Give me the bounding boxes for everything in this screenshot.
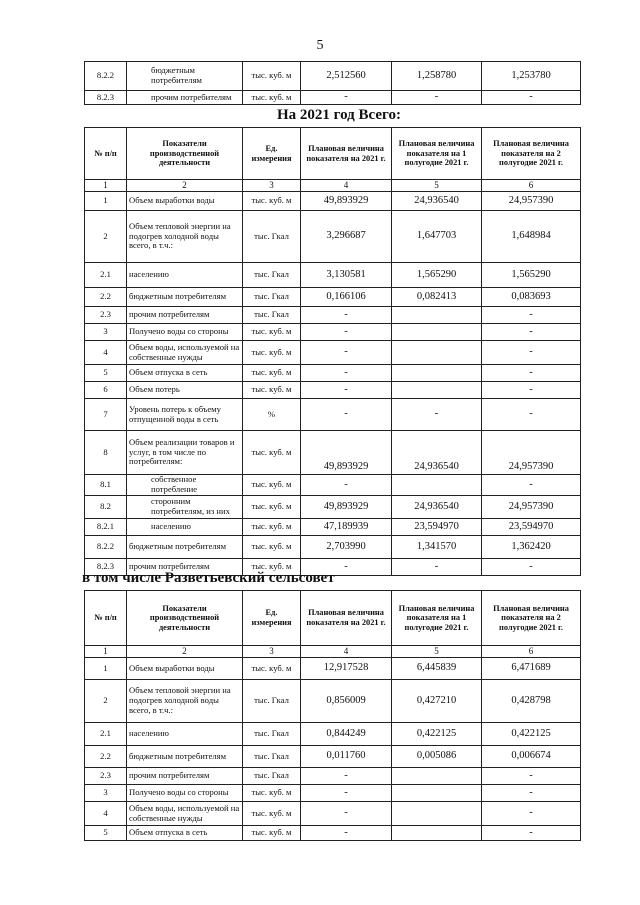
value-h2: 0,006674	[482, 746, 581, 768]
table-row	[85, 746, 581, 768]
table-row	[85, 211, 581, 263]
value-h2: -	[482, 341, 581, 365]
value-h1	[392, 785, 482, 802]
table-row	[85, 431, 581, 475]
value-year: 49,893929	[301, 495, 392, 518]
value-h1: 0,422125	[392, 723, 482, 746]
indicator-name: Объем тепловой энергии на подогрев холодной воды всего, в т.ч.:	[127, 211, 243, 263]
value-h2: -	[482, 382, 581, 399]
row-number: 4	[85, 341, 127, 365]
section-heading-razvetyevsky: в том числе Разветьевский сельсовет	[82, 570, 335, 586]
table-row	[85, 475, 581, 496]
unit-cell: тыс. куб. м	[243, 495, 301, 518]
table-row	[85, 324, 581, 341]
value-year: -	[301, 307, 392, 324]
column-number: 2	[127, 180, 243, 192]
row-number: 2.2	[85, 288, 127, 307]
value-h1: -	[392, 91, 482, 105]
row-number: 8	[85, 431, 127, 475]
indicator-name: Объем воды, используемой на собственные нужды	[127, 802, 243, 826]
value-h2: 1,565290	[482, 263, 581, 288]
indicator-name: Получено воды со стороны	[127, 785, 243, 802]
row-number: 7	[85, 399, 127, 431]
value-year: -	[301, 802, 392, 826]
value-year: 2,703990	[301, 535, 392, 558]
value-year: -	[301, 382, 392, 399]
value-h1: 6,445839	[392, 658, 482, 680]
value-year: -	[301, 785, 392, 802]
column-number: 6	[482, 180, 581, 192]
value-h2: -	[482, 365, 581, 382]
table-row	[85, 826, 581, 841]
table-razvetyevsky	[84, 590, 581, 841]
column-number: 4	[301, 180, 392, 192]
value-h1: 24,936540	[392, 495, 482, 518]
indicator-name: бюджетным потребителям	[127, 746, 243, 768]
column-number-row	[85, 646, 581, 658]
table-row	[85, 288, 581, 307]
value-h2: 1,253780	[482, 62, 581, 91]
value-h1	[392, 307, 482, 324]
value-h2: 0,083693	[482, 288, 581, 307]
value-year: 2,512560	[301, 62, 392, 91]
value-h1	[392, 802, 482, 826]
indicator-name: Объем потерь	[127, 382, 243, 399]
value-h1: 1,565290	[392, 263, 482, 288]
table-row	[85, 62, 581, 91]
value-h2: 1,648984	[482, 211, 581, 263]
value-h2: -	[482, 826, 581, 841]
header-name: Показатели производственной деятельности	[127, 128, 243, 180]
value-h2: 24,957390	[482, 495, 581, 518]
row-number: 3	[85, 785, 127, 802]
column-number: 2	[127, 646, 243, 658]
indicator-name: прочим потребителям	[127, 768, 243, 785]
value-year: 3,296687	[301, 211, 392, 263]
unit-cell: тыс. Гкал	[243, 768, 301, 785]
header-plan-h2: Плановая величина показателя на 2 полугодие 2021 г.	[482, 128, 581, 180]
table-row	[85, 785, 581, 802]
value-year: 0,856009	[301, 680, 392, 723]
unit-cell: тыс. Гкал	[243, 288, 301, 307]
unit-cell: тыс. куб. м	[243, 62, 301, 91]
unit-cell: тыс. куб. м	[243, 91, 301, 105]
table-row	[85, 535, 581, 558]
value-h1: 23,594970	[392, 518, 482, 535]
value-year: -	[301, 768, 392, 785]
indicator-name: населению	[127, 723, 243, 746]
unit-cell: тыс. Гкал	[243, 723, 301, 746]
row-number: 8.2.3	[85, 558, 127, 575]
table-row	[85, 518, 581, 535]
value-year: 12,917528	[301, 658, 392, 680]
row-number: 2.1	[85, 263, 127, 288]
unit-cell: тыс. куб. м	[243, 658, 301, 680]
row-number: 8.2	[85, 495, 127, 518]
value-year: -	[301, 826, 392, 841]
indicator-name: собственное потребление	[127, 475, 243, 496]
table-row	[85, 382, 581, 399]
table-header-row	[85, 591, 581, 646]
table-row	[85, 192, 581, 211]
value-h1	[392, 341, 482, 365]
header-num: № п/п	[85, 591, 127, 646]
value-h1	[392, 382, 482, 399]
table-header-row	[85, 128, 581, 180]
table-row	[85, 341, 581, 365]
indicator-name: бюджетным потребителям	[127, 535, 243, 558]
value-h2: -	[482, 785, 581, 802]
indicator-name: прочим потребителям	[127, 307, 243, 324]
indicator-name: сторонним потребителям, из них	[127, 495, 243, 518]
indicator-name: населению	[127, 518, 243, 535]
indicator-name: Объем выработки воды	[127, 658, 243, 680]
table-continuation	[84, 61, 581, 105]
row-number: 2	[85, 680, 127, 723]
indicator-name: прочим потребителям	[127, 558, 243, 575]
column-number: 5	[392, 646, 482, 658]
table-body	[85, 192, 581, 576]
table-row	[85, 723, 581, 746]
indicator-name: Объем тепловой энергии на подогрев холодной воды всего, в т.ч.:	[127, 680, 243, 723]
unit-cell: тыс. Гкал	[243, 680, 301, 723]
table-row	[85, 768, 581, 785]
row-number: 8.2.1	[85, 518, 127, 535]
table-row	[85, 802, 581, 826]
value-year: -	[301, 324, 392, 341]
unit-cell: тыс. куб. м	[243, 826, 301, 841]
header-plan-year: Плановая величина показателя на 2021 г.	[301, 128, 392, 180]
unit-cell: тыс. куб. м	[243, 535, 301, 558]
page-number: 5	[316, 38, 324, 53]
value-h1	[392, 365, 482, 382]
value-h2: -	[482, 399, 581, 431]
header-name: Показатели производственной деятельности	[127, 591, 243, 646]
value-h1	[392, 475, 482, 496]
column-number: 4	[301, 646, 392, 658]
indicator-name: бюджетным потребителям	[127, 62, 243, 91]
unit-cell: тыс. куб. м	[243, 341, 301, 365]
column-number: 1	[85, 180, 127, 192]
table-row	[85, 307, 581, 324]
value-h2: 23,594970	[482, 518, 581, 535]
indicator-name: Объем выработки воды	[127, 192, 243, 211]
value-h1	[392, 768, 482, 785]
value-year: -	[301, 365, 392, 382]
value-h2: 6,471689	[482, 658, 581, 680]
value-year: -	[301, 91, 392, 105]
column-number: 5	[392, 180, 482, 192]
row-number: 6	[85, 382, 127, 399]
table-row	[85, 91, 581, 105]
row-number: 8.2.2	[85, 535, 127, 558]
value-h1: 0,427210	[392, 680, 482, 723]
value-year: 49,893929	[301, 431, 392, 475]
indicator-name: Уровень потерь к объему отпущенной воды в сеть	[127, 399, 243, 431]
indicator-name: Объем воды, используемой на собственные нужды	[127, 341, 243, 365]
value-h2: 24,957390	[482, 192, 581, 211]
column-number: 6	[482, 646, 581, 658]
header-plan-h1: Плановая величина показателя на 1 полугодие 2021 г.	[392, 591, 482, 646]
value-year: -	[301, 399, 392, 431]
value-h1: 1,341570	[392, 535, 482, 558]
row-number: 2.3	[85, 307, 127, 324]
value-year: 49,893929	[301, 192, 392, 211]
table-row	[85, 365, 581, 382]
unit-cell: тыс. куб. м	[243, 558, 301, 575]
column-number: 1	[85, 646, 127, 658]
indicator-name: бюджетным потребителям	[127, 288, 243, 307]
value-h2: 0,428798	[482, 680, 581, 723]
row-number: 1	[85, 192, 127, 211]
unit-cell: тыс. куб. м	[243, 431, 301, 475]
table-body	[85, 658, 581, 841]
value-year: -	[301, 475, 392, 496]
value-year: 3,130581	[301, 263, 392, 288]
value-h1: 24,936540	[392, 431, 482, 475]
row-number: 3	[85, 324, 127, 341]
header-unit: Ед. измерения	[243, 591, 301, 646]
column-number: 3	[243, 180, 301, 192]
row-number: 2.1	[85, 723, 127, 746]
column-number-row	[85, 180, 581, 192]
unit-cell: %	[243, 399, 301, 431]
indicator-name: Объем реализации товаров и услуг, в том числе по потребителям:	[127, 431, 243, 475]
table-row	[85, 399, 581, 431]
value-h2: -	[482, 307, 581, 324]
unit-cell: тыс. куб. м	[243, 802, 301, 826]
indicator-name: Объем отпуска в сеть	[127, 365, 243, 382]
value-year: 0,011760	[301, 746, 392, 768]
row-number: 2.3	[85, 768, 127, 785]
table-row	[85, 495, 581, 518]
value-h1	[392, 324, 482, 341]
value-h2: 24,957390	[482, 431, 581, 475]
unit-cell: тыс. Гкал	[243, 307, 301, 324]
value-h1: 24,936540	[392, 192, 482, 211]
row-number: 2	[85, 211, 127, 263]
unit-cell: тыс. Гкал	[243, 211, 301, 263]
row-number: 5	[85, 365, 127, 382]
header-num: № п/п	[85, 128, 127, 180]
table-row	[85, 680, 581, 723]
table-row	[85, 658, 581, 680]
value-h2: -	[482, 768, 581, 785]
value-h1: 1,258780	[392, 62, 482, 91]
unit-cell: тыс. Гкал	[243, 263, 301, 288]
column-number: 3	[243, 646, 301, 658]
header-plan-h2: Плановая величина показателя на 2 полугодие 2021 г.	[482, 591, 581, 646]
value-h1: 0,005086	[392, 746, 482, 768]
unit-cell: тыс. куб. м	[243, 365, 301, 382]
row-number: 8.2.3	[85, 91, 127, 105]
value-h2: 0,422125	[482, 723, 581, 746]
row-number: 1	[85, 658, 127, 680]
value-h2: -	[482, 802, 581, 826]
indicator-name: Получено воды со стороны	[127, 324, 243, 341]
value-h2: 1,362420	[482, 535, 581, 558]
unit-cell: тыс. куб. м	[243, 192, 301, 211]
table-total-2021	[84, 127, 581, 576]
indicator-name: Объем отпуска в сеть	[127, 826, 243, 841]
row-number: 5	[85, 826, 127, 841]
unit-cell: тыс. куб. м	[243, 475, 301, 496]
value-h1: -	[392, 558, 482, 575]
row-number: 2.2	[85, 746, 127, 768]
unit-cell: тыс. куб. м	[243, 324, 301, 341]
row-number: 8.1	[85, 475, 127, 496]
table-row	[85, 263, 581, 288]
value-h2: -	[482, 475, 581, 496]
value-year: -	[301, 558, 392, 575]
unit-cell: тыс. куб. м	[243, 382, 301, 399]
value-h2: -	[482, 324, 581, 341]
header-unit: Ед. измерения	[243, 128, 301, 180]
section-heading-total: На 2021 год Всего:	[277, 107, 401, 123]
row-number: 4	[85, 802, 127, 826]
value-year: 47,189939	[301, 518, 392, 535]
value-year: 0,844249	[301, 723, 392, 746]
header-plan-year: Плановая величина показателя на 2021 г.	[301, 591, 392, 646]
header-plan-h1: Плановая величина показателя на 1 полугодие 2021 г.	[392, 128, 482, 180]
indicator-name: прочим потребителям	[127, 91, 243, 105]
row-number: 8.2.2	[85, 62, 127, 91]
value-h2: -	[482, 558, 581, 575]
unit-cell: тыс. куб. м	[243, 785, 301, 802]
value-h2: -	[482, 91, 581, 105]
unit-cell: тыс. Гкал	[243, 746, 301, 768]
value-h1: -	[392, 399, 482, 431]
value-year: -	[301, 341, 392, 365]
unit-cell: тыс. куб. м	[243, 518, 301, 535]
value-year: 0,166106	[301, 288, 392, 307]
value-h1	[392, 826, 482, 841]
indicator-name: населению	[127, 263, 243, 288]
value-h1: 0,082413	[392, 288, 482, 307]
value-h1: 1,647703	[392, 211, 482, 263]
